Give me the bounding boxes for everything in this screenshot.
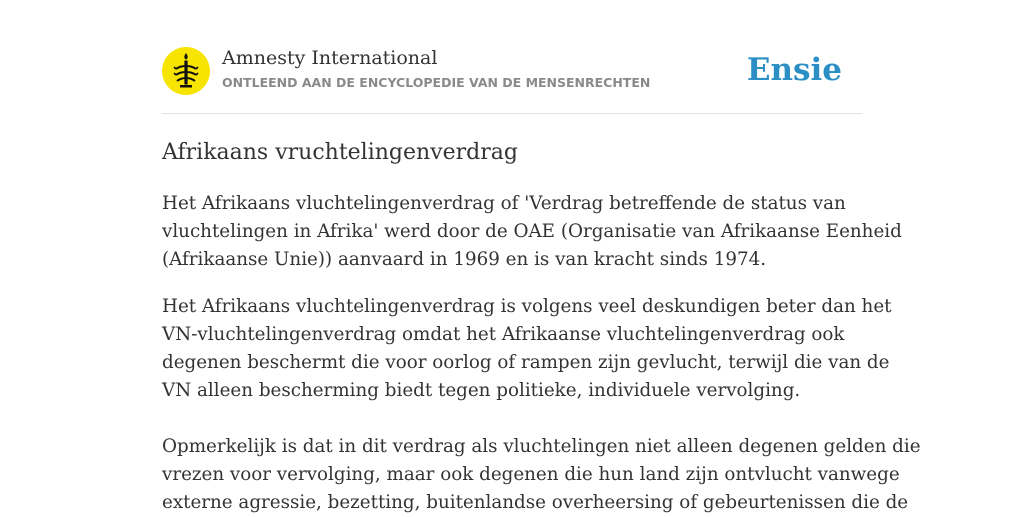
header xyxy=(162,46,862,96)
text-line: Het Afrikaans vluchtelingenverdrag is volgens veel deskundigen beter dan het xyxy=(162,296,892,317)
article-body xyxy=(162,190,921,517)
text-line: VN alleen bescherming biedt tegen politieke, individuele vervolging. xyxy=(162,380,801,401)
amnesty-candle-icon[interactable] xyxy=(162,47,210,95)
text-line: vrezen voor vervolging, maar ook degenen die hun land zijn ontvlucht vanwege xyxy=(162,464,900,485)
text-line: Het Afrikaans vluchtelingenverdrag of 'Verdrag betreffende de status van xyxy=(162,193,846,214)
org-subtitle: ONTLEEND AAN DE ENCYCLOPEDIE VAN DE MENSENRECHTEN xyxy=(222,75,651,90)
text-line: degenen beschermt die voor oorlog of rampen zijn gevlucht, terwijl die van de xyxy=(162,352,890,373)
text-line: VN-vluchtelingenverdrag omdat het Afrikaanse vluchtelingenverdrag ook xyxy=(162,324,845,345)
text-line: (Afrikaanse Unie)) aanvaard in 1969 en is van kracht sinds 1974. xyxy=(162,249,767,270)
paragraph-1 xyxy=(162,190,902,274)
text-line: vluchtelingen in Afrika' werd door de OAE (Organisatie van Afrikaanse Eenheid xyxy=(162,221,902,242)
article-title: Afrikaans vruchtelingenverdrag xyxy=(162,140,518,165)
text-line: Opmerkelijk is dat in dit verdrag als vluchtelingen niet alleen degenen gelden die xyxy=(162,436,921,457)
brand-logo[interactable]: Ensie xyxy=(746,52,842,88)
paragraph-3 xyxy=(162,433,921,517)
header-divider xyxy=(162,113,862,114)
paragraph-2 xyxy=(162,293,892,405)
org-name[interactable]: Amnesty International xyxy=(222,47,438,69)
text-line: externe agressie, bezetting, buitenlandse overheersing of gebeurtenissen die de xyxy=(162,492,909,513)
